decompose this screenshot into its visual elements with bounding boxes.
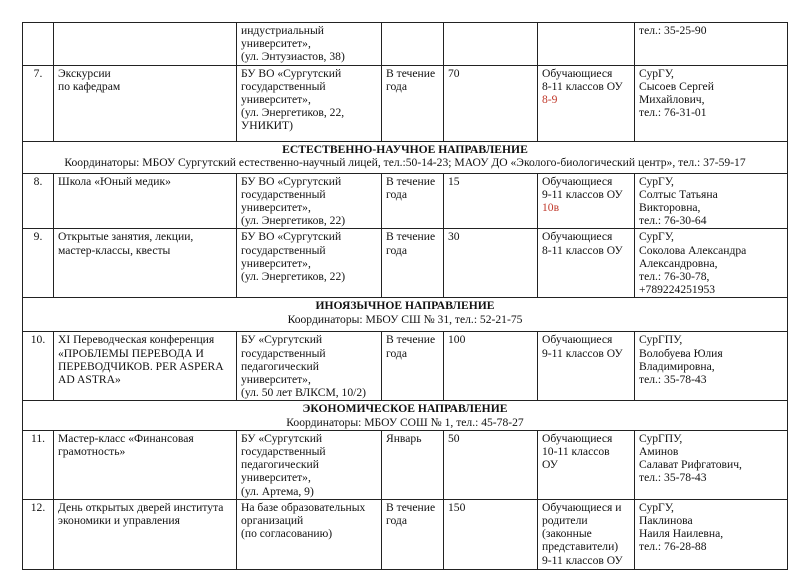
event-name: Открытые занятия, лекции, мастер-классы, квесты [58,230,194,257]
event-place: На базе образовательных организаций (по согласованию) [241,500,366,541]
participant-count-cell [444,332,538,401]
audience-cell [538,23,635,66]
contact: тел.: 35-25-90 [639,24,707,37]
table-row [23,23,788,66]
table-row [23,499,788,569]
event-place: БУ ВО «Сургутский государственный университет», (ул. Энергетиков, 22, УНИКИТ) [241,66,345,133]
audience: Обучающиеся 8-11 классов ОУ [542,66,623,93]
audience: Обучающиеся 10-11 классов ОУ [542,431,613,472]
event-place-cell [237,430,382,499]
event-date: В течение года [386,333,436,360]
class-note: 8-9 [542,93,558,107]
contact: СурГУ, Сысоев Сергей Михайлович, тел.: 76-31-01 [639,66,714,120]
event-date: В течение года [386,230,436,257]
audience-cell [538,499,635,569]
events-table [22,22,788,570]
table-row [23,65,788,141]
contact-cell [635,65,788,141]
contact-cell [635,332,788,401]
contact-cell [635,430,788,499]
event-name: Школа «Юный медик» [58,174,171,188]
participant-count: 30 [448,230,460,244]
audience: Обучающиеся 9-11 классов ОУ [542,333,623,360]
table-row [23,229,788,298]
row-number: 11. [30,431,46,445]
participant-count: 70 [448,66,460,80]
contact: СурГУ, Соколова Александра Александровна, тел.: 76-30-78, +789224251953 [639,230,747,297]
section-header [23,141,788,173]
row-number-cell [23,430,54,499]
contact: СурГУ, Солтыс Татьяна Викторовна, тел.: 76-30-64 [639,174,718,228]
section-header-row [23,401,788,430]
event-date: В течение года [386,174,436,201]
row-number-cell [23,23,54,66]
row-number-cell [23,499,54,569]
event-date-cell [382,430,444,499]
audience: Обучающиеся 8-11 классов ОУ [542,230,623,257]
contact: СурГПУ, Аминов Салават Рифгатович, тел.: 35-78-43 [639,431,742,485]
contact-cell [635,173,788,229]
event-place: БУ ВО «Сургутский государственный университет», (ул. Энергетиков, 22) [241,230,346,284]
audience-cell [538,332,635,401]
row-number: 10. [30,333,46,347]
audience-cell [538,430,635,499]
section-coordinators: Координаторы: МБОУ СОШ № 1, тел.: 45-78-27 [286,415,524,429]
event-name-cell [54,173,237,229]
participant-count-cell [444,430,538,499]
event-place-cell [237,499,382,569]
event-place-cell [237,229,382,298]
section-header [23,401,788,430]
audience-cell [538,229,635,298]
participant-count: 50 [448,431,460,445]
event-date-cell [382,23,444,66]
participant-count-cell [444,65,538,141]
row-number: 12. [30,500,46,514]
row-number: 9. [33,230,43,244]
event-name-cell [54,332,237,401]
participant-count-cell [444,229,538,298]
event-date-cell [382,65,444,141]
event-name: Экскурсии по кафедрам [58,66,121,93]
participant-count: 15 [448,174,460,188]
event-date-cell [382,229,444,298]
section-coordinators: Координаторы: МБОУ СШ № 31, тел.: 52-21-75 [287,312,523,326]
section-coordinators: Координаторы: МБОУ Сургутский естественно-научный лицей, тел.:50-14-23; МАОУ ДО «Эколого-биологический центр», тел.: 37-59-17 [64,155,746,169]
event-date: В течение года [386,500,436,528]
table-row [23,332,788,401]
event-place: БУ ВО «Сургутский государственный университет», (ул. Энергетиков, 22) [241,174,346,228]
row-number: 7. [33,66,43,80]
audience: Обучающиеся 9-11 классов ОУ [542,174,623,201]
event-name-cell [54,65,237,141]
event-place: БУ «Сургутский государственный педагогический университет», (ул. 50 лет ВЛКСМ, 10/2) [241,333,367,400]
audience-cell [538,173,635,229]
event-place: БУ «Сургутский государственный педагогический университет», (ул. Артема, 9) [241,431,326,498]
contact: СурГУ, Паклинова Наиля Наилевна, тел.: 76-28-88 [639,500,724,554]
event-name: XI Переводческая конференция «ПРОБЛЕМЫ ПЕРЕВОДА И ПЕРЕВОДЧИКОВ. PER ASPERA AD ASTRA» [58,333,224,387]
section-title: ЭКОНОМИЧЕСКОЕ НАПРАВЛЕНИЕ [302,402,508,416]
event-name: День открытых дверей института экономики и управления [58,500,224,528]
event-name-cell [54,229,237,298]
event-date-cell [382,499,444,569]
table-row [23,430,788,499]
audience-cell [538,65,635,141]
section-header-row [23,141,788,173]
row-number-cell [23,173,54,229]
event-date: Январь [386,431,422,445]
section-title: ЕСТЕСТВЕННО-НАУЧНОЕ НАПРАВЛЕНИЕ [282,142,528,156]
participant-count: 150 [448,500,466,514]
event-date: В течение года [386,66,436,93]
event-name-cell [54,499,237,569]
event-date-cell [382,173,444,229]
contact: СурГПУ, Волобуева Юлия Владимировна, тел.: 35-78-43 [639,333,723,387]
participant-count-cell [444,499,538,569]
row-number: 8. [33,174,43,188]
event-place-cell [237,65,382,141]
row-number-cell [23,229,54,298]
row-number-cell [23,332,54,401]
row-number-cell [23,65,54,141]
contact-cell [635,499,788,569]
contact-cell [635,229,788,298]
contact-cell [635,23,788,66]
participant-count-cell [444,173,538,229]
event-place-cell [237,332,382,401]
event-date-cell [382,332,444,401]
table-row [23,173,788,229]
participant-count: 100 [448,333,466,347]
section-header [23,298,788,332]
event-place-cell [237,23,382,66]
participant-count-cell [444,23,538,66]
section-header-row [23,298,788,332]
event-name-cell [54,430,237,499]
audience: Обучающиеся и родители (законные представители) 9-11 классов ОУ [542,500,623,567]
class-note: 10в [542,201,560,215]
event-name: Мастер-класс «Финансовая грамотность» [58,431,194,459]
event-place: индустриальный университет», (ул. Энтузиастов, 38) [241,24,345,64]
section-title: ИНОЯЗЫЧНОЕ НАПРАВЛЕНИЕ [315,299,495,313]
event-place-cell [237,173,382,229]
event-name-cell [54,23,237,66]
